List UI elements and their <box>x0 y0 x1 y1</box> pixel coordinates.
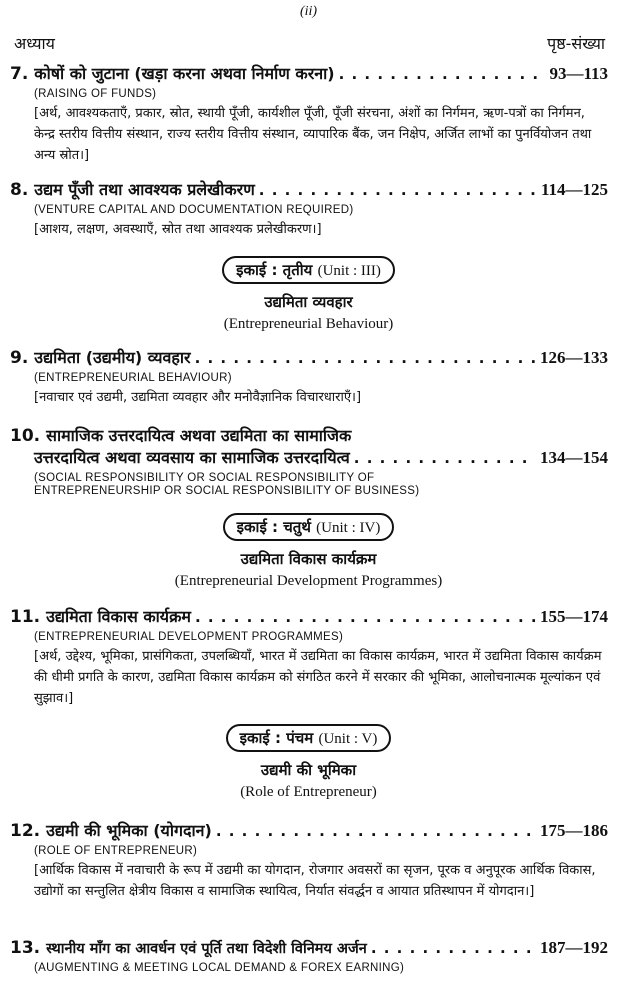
unit-heading-en: (Role of Entrepreneur) <box>240 784 377 800</box>
toc-entry-11[interactable] <box>10 605 608 709</box>
chapter-number: 9. <box>10 348 29 368</box>
chapter-english-title: (RAISING OF FUNDS) <box>34 88 157 100</box>
unit-label-en: (Unit : III) <box>317 263 381 279</box>
leader-dots <box>195 608 536 626</box>
chapter-number: 8. <box>10 180 29 200</box>
chapter-title-continued: उत्तरदायित्व अथवा व्यवसाय का सामाजिक उत्तरदायित्व <box>34 448 350 467</box>
page-range: 175—186 <box>540 821 608 840</box>
chapter-topics: [नवाचार एवं उद्यमी, उद्यमिता व्यवहार और मनोवैज्ञानिक विचारधाराएँ।] <box>34 390 362 405</box>
unit-badge-5 <box>0 724 617 752</box>
chapter-english-title: (AUGMENTING & MEETING LOCAL DEMAND & FOREX EARNING) <box>34 962 405 974</box>
leader-dots <box>216 822 536 840</box>
unit-label: इकाई : पंचम <box>239 729 314 747</box>
page-range: 126—133 <box>540 348 608 367</box>
toc-entry-12[interactable] <box>10 819 608 902</box>
chapter-topics: [अर्थ, आवश्यकताएँ, प्रकार, स्रोत, स्थायी पूँजी, कार्यशील पूँजी, पूँजी संरचना, अंशों का निर्गमन, ऋण-पत्रों का निर्गमन, केन्द्र स्तरीय वित्तीय संस्थान, राज्य स्तरीय वित्तीय संस्थान, व्यापारिक बैंक, जन निक्षेप, अर्जित लाभों का पुनर्वियोजन तथा अन्य स्रोत।] <box>34 106 592 163</box>
unit-heading: उद्यमिता व्यवहार <box>264 293 353 311</box>
page-range: 187—192 <box>540 938 608 957</box>
unit-badge-4 <box>0 513 617 541</box>
unit-heading-en: (Entrepreneurial Behaviour) <box>223 316 394 332</box>
page-column-header: पृष्ठ-संख्या <box>547 34 605 53</box>
page-range: 114—125 <box>540 180 608 199</box>
leader-dots <box>354 449 536 467</box>
chapter-title: उद्यमी की भूमिका (योगदान) <box>46 821 212 840</box>
toc-entry-10[interactable] <box>10 424 608 497</box>
chapter-english-title: (ROLE OF ENTREPRENEUR) <box>34 845 198 857</box>
unit-badge-3 <box>0 256 617 284</box>
chapter-topics: [अर्थ, उद्देश्य, भूमिका, प्रासंगिकता, उपलब्धियाँ, भारत में उद्यमिता का विकास कार्यक्रम, भारत में उद्यमिता विकास कार्यक्रम की धीमी प्रगति के कारण, उद्यमिता विकास कार्यक्रम को संगठित करने में सरकार की भूमिका, आलोचनात्मक मूल्यांकन एवं सुझाव।] <box>34 649 602 706</box>
leader-dots <box>259 181 537 199</box>
chapter-column-header: अध्याय <box>14 34 55 53</box>
chapter-number: 12. <box>10 821 41 841</box>
chapter-title: उद्यमिता (उद्यमीय) व्यवहार <box>34 348 191 367</box>
unit-heading: उद्यमी की भूमिका <box>260 761 357 779</box>
chapter-english-title: (ENTREPRENEURIAL BEHAVIOUR) <box>34 372 232 384</box>
unit-label-en: (Unit : IV) <box>316 520 381 536</box>
chapter-topics: [आर्थिक विकास में नवाचारी के रूप में उद्यमी का योगदान, रोजगार अवसरों का सृजन, पूरक व अनुपूरक आर्थिक विकास, उद्योगों का सन्तुलित क्षेत्रीय विकास व सामाजिक स्थायित्व, निर्यात संवर्द्धन व आयात प्रतिस्थापन में योगदान।] <box>34 863 596 899</box>
toc-entry-8[interactable] <box>10 178 608 240</box>
chapter-title: कोषों को जुटाना (खड़ा करना अथवा निर्माण करना) <box>34 64 335 83</box>
chapter-title: स्थानीय माँग का आवर्धन एवं पूर्ति तथा विदेशी विनिमय अर्जन <box>46 941 367 957</box>
page-range: 134—154 <box>540 448 608 467</box>
toc-entry-9[interactable] <box>10 346 608 408</box>
toc-entry-13[interactable] <box>10 938 608 974</box>
leader-dots <box>371 939 536 957</box>
page-range: 93—113 <box>549 64 608 83</box>
chapter-topics: [आशय, लक्षण, अवस्थाएँ, स्रोत तथा आवश्यक प्रलेखीकरण।] <box>34 222 322 237</box>
chapter-number: 10. <box>10 426 41 446</box>
unit-heading: उद्यमिता विकास कार्यक्रम <box>240 550 377 568</box>
unit-label: इकाई : तृतीय <box>236 261 313 279</box>
leader-dots <box>195 349 536 367</box>
page-number: (ii) <box>299 4 318 19</box>
chapter-english-title: (ENTREPRENEURIAL DEVELOPMENT PROGRAMMES) <box>34 631 344 643</box>
chapter-number: 7. <box>10 64 29 84</box>
chapter-title: उद्यमिता विकास कार्यक्रम <box>46 607 191 626</box>
unit-label: इकाई : चतुर्थ <box>236 518 311 536</box>
leader-dots <box>339 65 546 83</box>
chapter-number: 13. <box>10 938 41 958</box>
chapter-title: उद्यम पूँजी तथा आवश्यक प्रलेखीकरण <box>34 180 255 199</box>
chapter-english-title: (SOCIAL RESPONSIBILITY OR SOCIAL RESPONSIBILITY OF <box>34 472 375 484</box>
toc-entry-7[interactable] <box>10 62 608 166</box>
unit-label-en: (Unit : V) <box>318 731 378 747</box>
chapter-title: सामाजिक उत्तरदायित्व अथवा उद्यमिता का सामाजिक <box>46 426 352 445</box>
chapter-number: 11. <box>10 607 41 627</box>
unit-heading-en: (Entrepreneurial Development Programmes) <box>174 573 443 589</box>
chapter-english-title-continued: ENTREPRENEURSHIP OR SOCIAL RESPONSIBILITY OF BUSINESS) <box>34 485 420 497</box>
chapter-english-title: (VENTURE CAPITAL AND DOCUMENTATION REQUIRED) <box>34 204 354 216</box>
page-range: 155—174 <box>540 607 608 626</box>
